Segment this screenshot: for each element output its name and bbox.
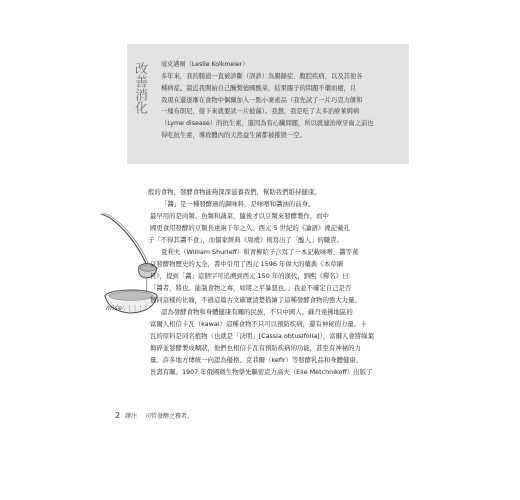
body-line: 長壽有關。1907 年俄國微生物學先驅密克力高夫（Elie Metchnikoff）出版了 (150, 368, 373, 376)
body-line: 搗碎並發酵製成糊狀，他們也相信卡瓦有預防疾病的功能，甚至有神秘的力 (150, 344, 361, 352)
testimonial-author: 寇克邁爾（Leslie Kolkmeier） (161, 61, 249, 68)
body-line: 子「不得其醬不食」，而儒家經典《周禮》則寫出了「醢人」的職責。 (148, 236, 343, 244)
footer-section-label: 譯注 (125, 413, 138, 420)
illustration-caption: miso (106, 305, 123, 312)
body-line: 「醬者，將也。能制食物之毒，如將之平暴惡也。」我並不確定自己是否 (150, 284, 352, 292)
body-line: 瓦的原料是同名植物（也就是「決明」[Cassia obtusifolia]），富爾人會將綠葉 (150, 332, 374, 340)
page-number: 2 (115, 411, 121, 420)
body-line: 「醬」是一種發酵過的調味料，是味噌和醬油的前身。 (161, 200, 315, 208)
body-line: 認為發酵食物和身體健康有關的民族，不只中國人。蘇丹達佛地區的 (161, 308, 353, 316)
body-line: 國更食用發酵的豆類長達兩千年之久。西元 5 世紀的《論語》裡記載孔 (150, 224, 350, 232)
body-line: 最早用的是肉類、魚類和蔬菜，隨後才以豆類來發酵製作，而中 (150, 212, 329, 220)
testimonial-line: 我現在還逐漸在食物中偶爾加入一點小麥產品（我先試了一片巧克力餅和 (161, 96, 363, 104)
testimonial-line: 得吃抗生素，導致體內的天然益生菌都被摧毀一空。 (161, 131, 306, 139)
page-footer (115, 411, 193, 420)
testimonial-line: 多年來，我的腸道一直被診斷（誤診）為腸躁症、腹腔疾病，以及其他各 (161, 73, 363, 80)
body-line: 目》，提到「醬」這個字可追溯到西元 150 年的漢代，劉熙《釋名》曰： (150, 272, 355, 280)
testimonial-line: 一塊布朗尼，接下來就要試一片披薩）。我想，我是吃了太多治療萊姆病 (161, 108, 360, 116)
body-line: 夏利夫（William Shurleff）和青柳昭子合寫了一本記載味噌、醬等黃 (161, 248, 359, 256)
body-line: 般的食物，發酵食物能夠深深滋養我們，幫助我們維持健康。 (148, 188, 321, 196)
testimonial-line: （Lyme disease）的抗生素，還因為有心臟問題，所以就連治療牙齒之前也 (161, 120, 374, 128)
footer-note: 司管發酵之務者。 (144, 413, 193, 420)
body-line: 富爾人相信卡瓦（kawal）這種食物不只可以預防疾病，還有神秘的力量。卡 (150, 320, 367, 328)
body-line: 量。許多地方傳統一向認為優格、克菲爾（kefir）等發酵乳品和身體健康、 (150, 356, 363, 364)
testimonial-side-label: 改善消化 (132, 62, 147, 114)
testimonial-line: 種病症。最近我開始自己醃製德國酸菜，結果腸子的問題不藥而癒，且 (161, 84, 357, 92)
body-line: 贊同這樣的比喻，不過這篇古文確實清楚描繪了這種發酵食物的強大力量。 (150, 296, 361, 304)
testimonial-body (161, 71, 398, 142)
body-line: 豆發酵物歷史的大全，書中引用了西元 1596 年偉大的藥典《本草綱 (150, 260, 343, 268)
